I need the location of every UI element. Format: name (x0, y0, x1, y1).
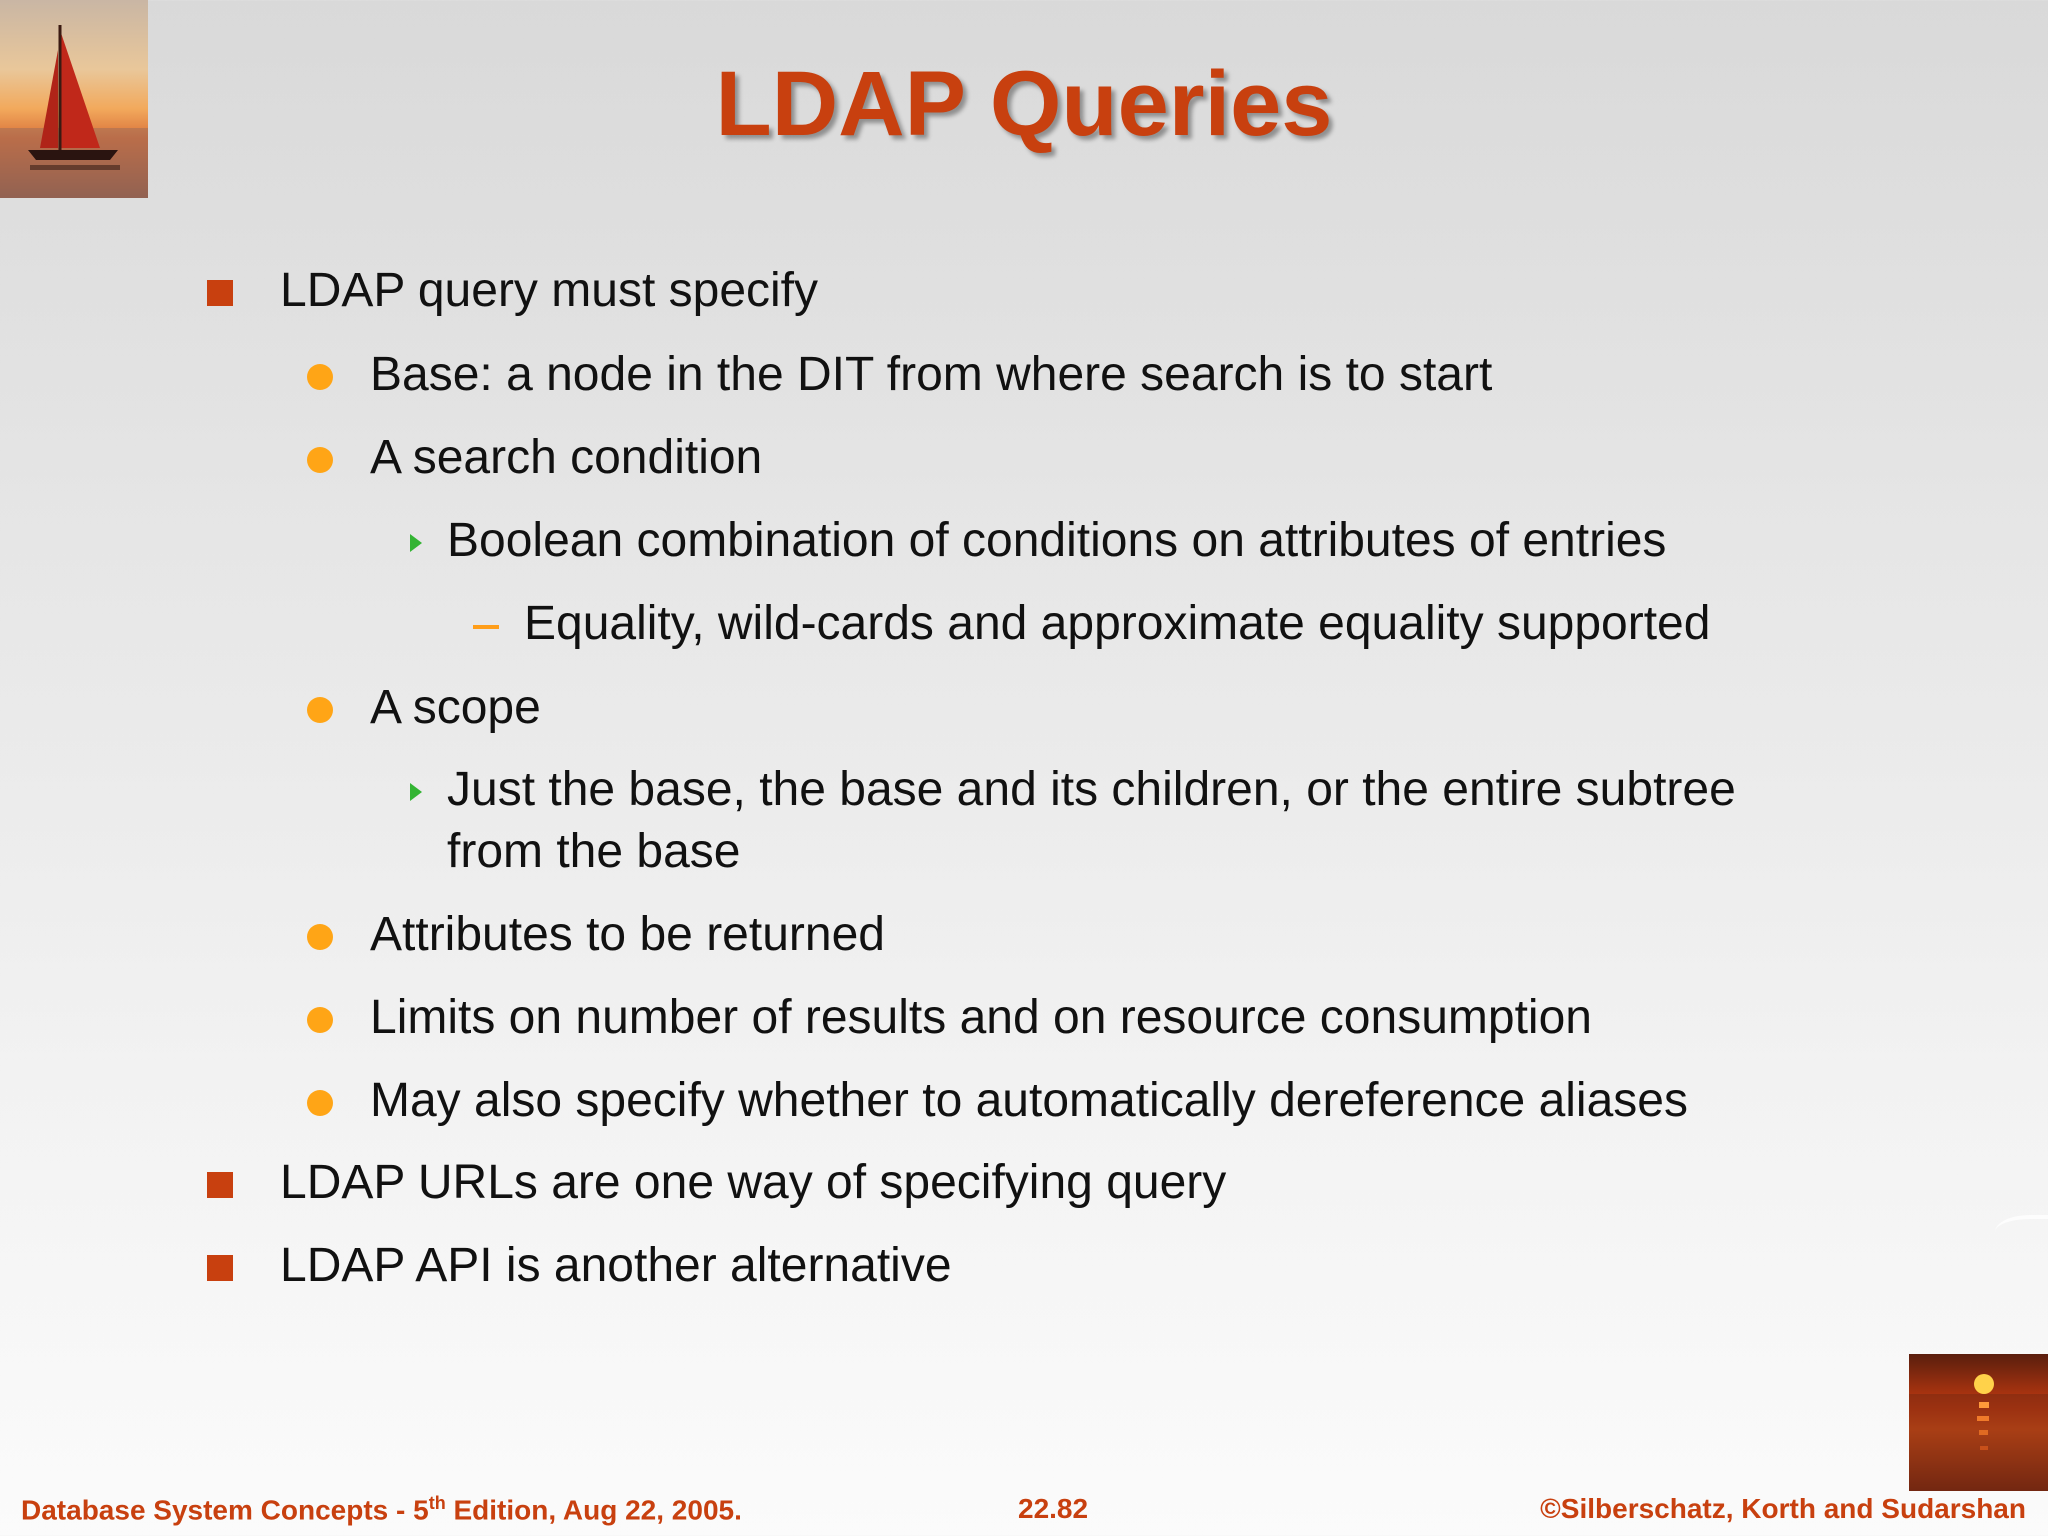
bullet-text: Just the base, the base and its children, or the entire subtree (447, 763, 1736, 816)
circle-bullet-icon (307, 364, 333, 390)
bullet-text: LDAP query must specify (280, 264, 819, 317)
footer-left-suffix: Edition, Aug 22, 2005. (445, 1494, 742, 1526)
circle-bullet-icon (307, 1090, 333, 1116)
footer-left-sup: th (428, 1493, 446, 1513)
bullet-text: A scope (370, 681, 541, 734)
bullet-text: Equality, wild-cards and approximate equality supported (524, 597, 1711, 650)
slide-title: LDAP Queries (715, 53, 1333, 155)
bullet-text: Attributes to be returned (370, 908, 885, 961)
bullet-text: from the base (447, 825, 741, 878)
sunset-image (1909, 1354, 2048, 1491)
footer-copyright: ©Silberschatz, Korth and Sudarshan (1540, 1493, 2026, 1524)
bullet-text: Boolean combination of conditions on attributes of entries (447, 514, 1667, 567)
square-bullet-icon (207, 1255, 233, 1281)
arrow-bullet-icon (410, 534, 422, 552)
square-bullet-icon (207, 1172, 233, 1198)
square-bullet-icon (207, 280, 233, 306)
bullet-text: Limits on number of results and on resource consumption (370, 991, 1592, 1044)
footer-page-number: 22.82 (1018, 1493, 1089, 1524)
arrow-bullet-icon (410, 783, 422, 801)
dash-bullet-icon (473, 625, 499, 629)
circle-bullet-icon (307, 1007, 333, 1033)
footer-left (21, 1493, 742, 1526)
circle-bullet-icon (307, 447, 333, 473)
bullet-text: LDAP URLs are one way of specifying query (280, 1156, 1227, 1209)
bullet-text: LDAP API is another alternative (280, 1239, 952, 1292)
bullet-text: A search condition (370, 431, 763, 484)
circle-bullet-icon (307, 697, 333, 723)
decorative-swoosh (1995, 1215, 2048, 1249)
bullet-text: May also specify whether to automatically dereference aliases (370, 1074, 1688, 1127)
circle-bullet-icon (307, 924, 333, 950)
footer-left-prefix: Database System Concepts - 5 (21, 1494, 429, 1526)
bullet-text: Base: a node in the DIT from where search is to start (370, 348, 1493, 401)
